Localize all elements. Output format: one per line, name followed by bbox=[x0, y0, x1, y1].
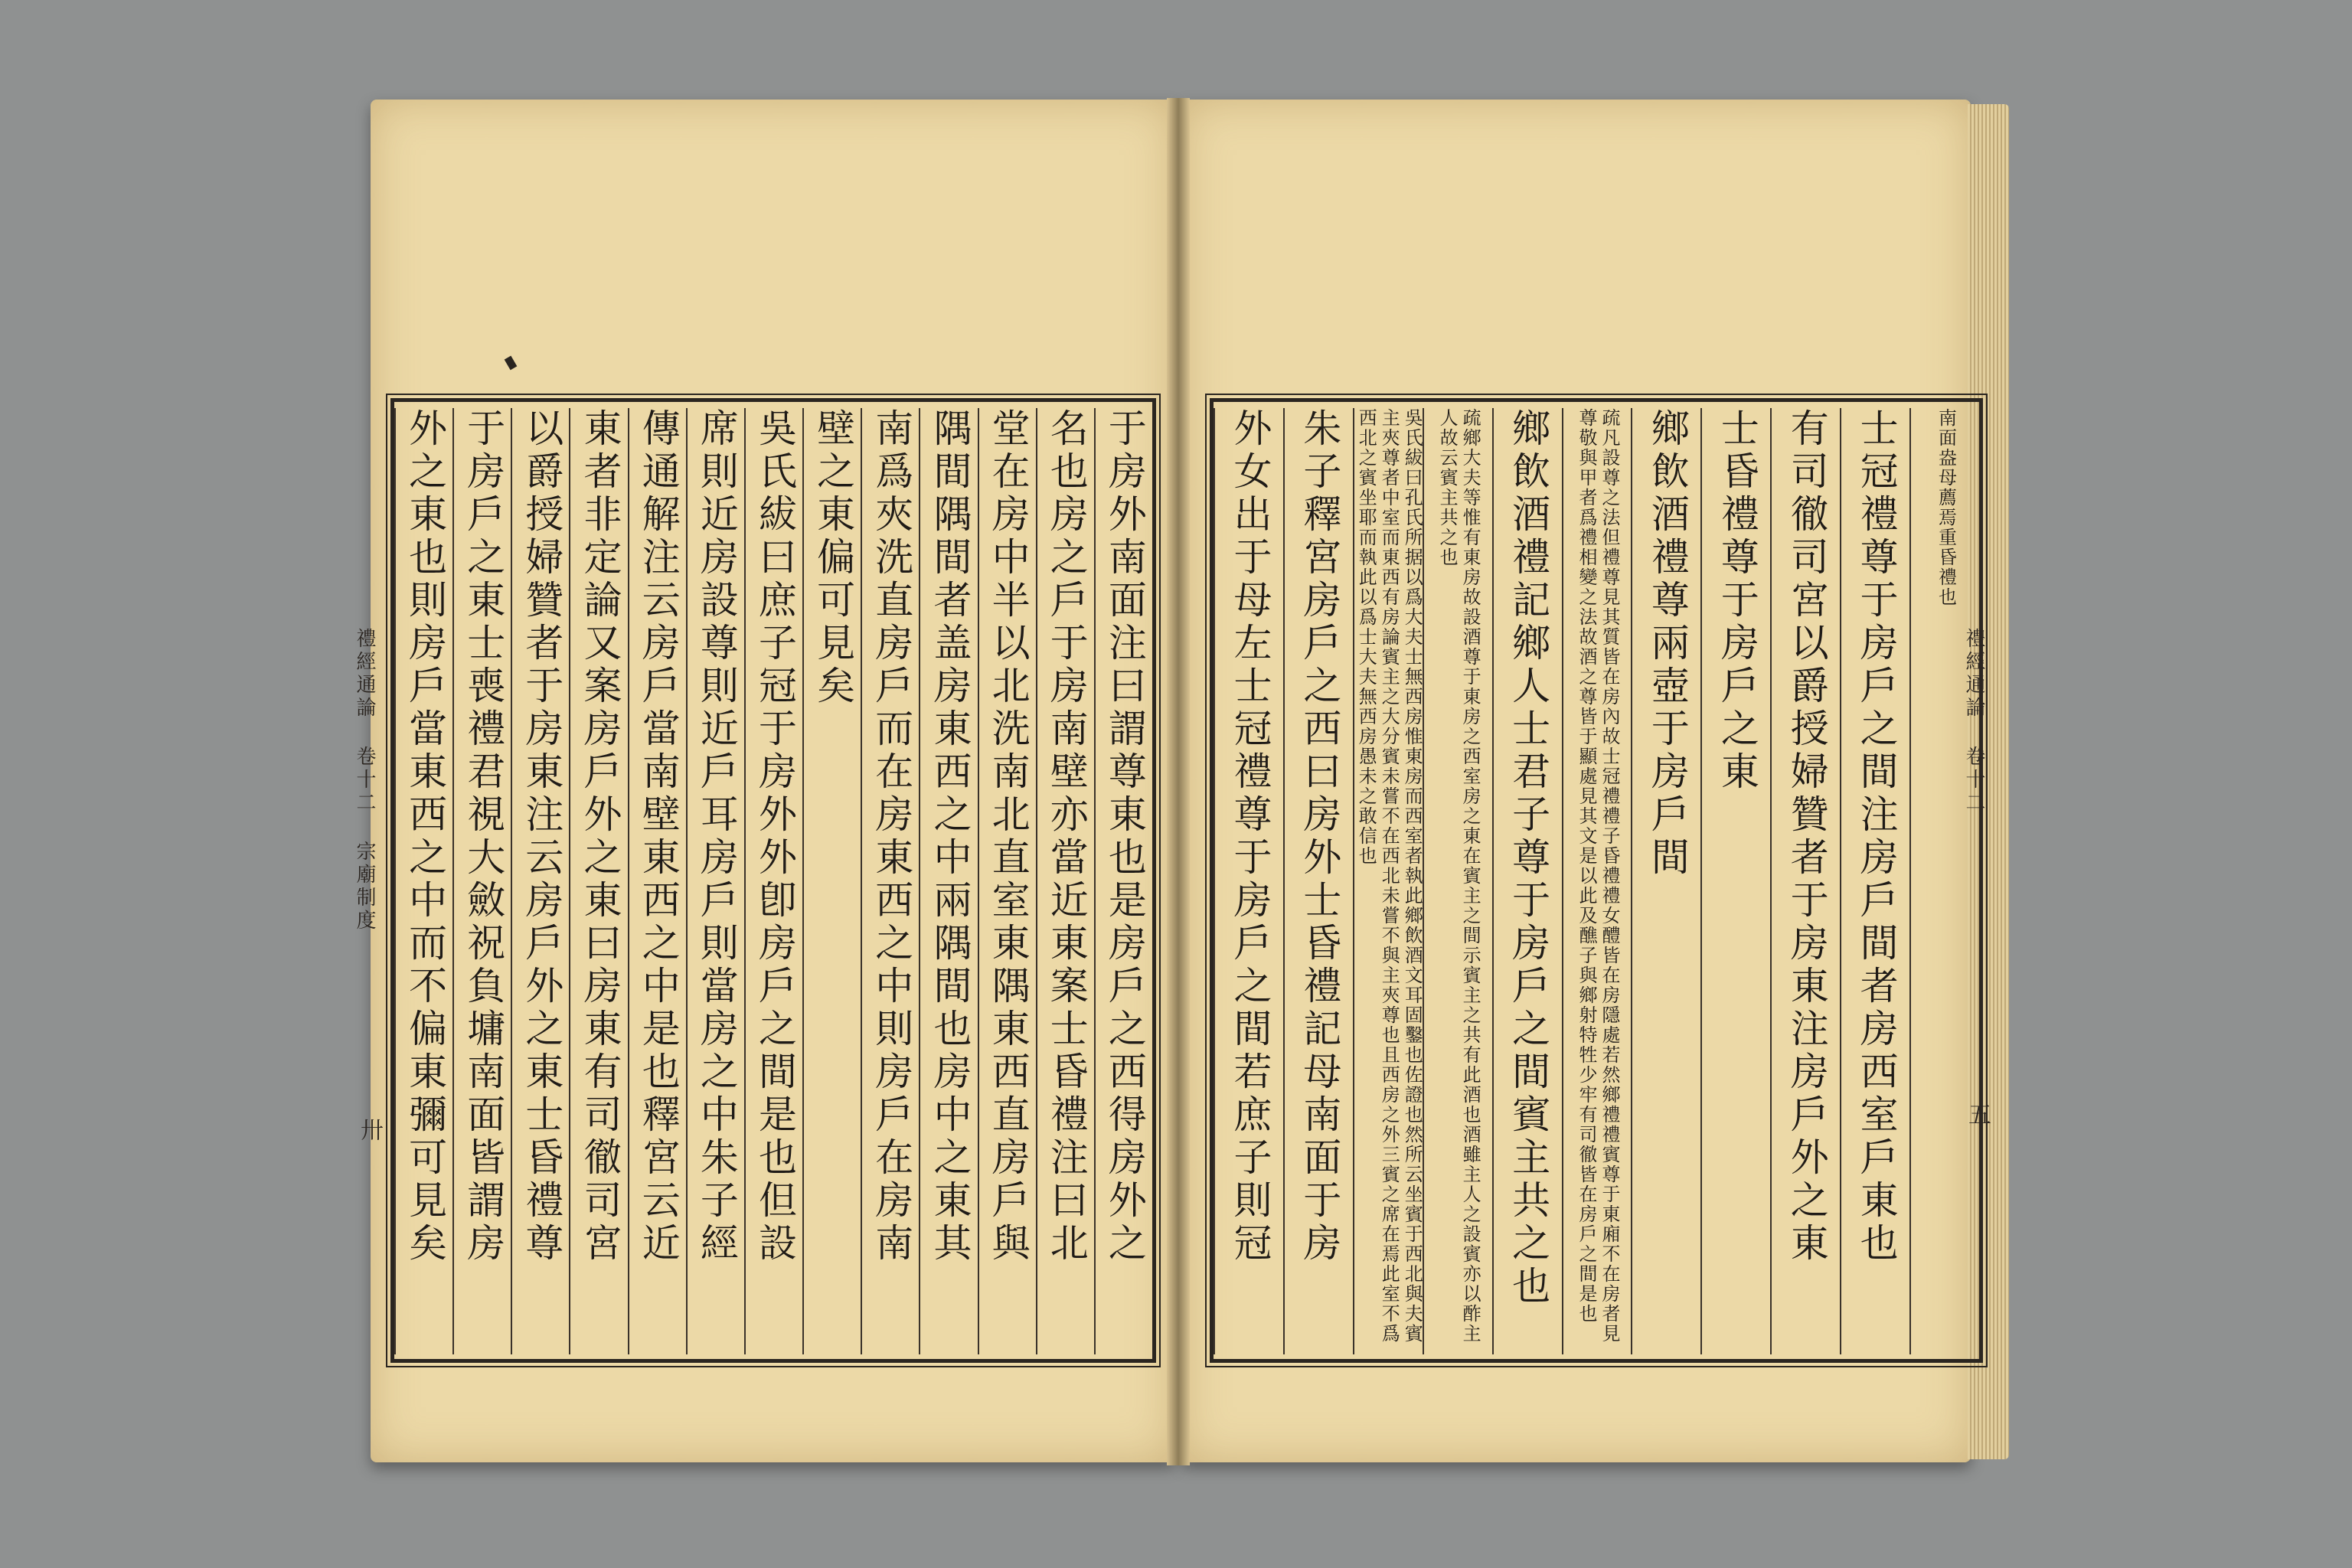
right-text-column: 士冠禮尊于房戶之間注房戶間者房西室戶東也 bbox=[1840, 408, 1911, 1354]
right-margin-title: 禮經通論 卷十二 bbox=[1962, 628, 1985, 815]
right-text-column: 鄉飲酒禮記鄉人士君子尊于房戶之間賓主共之也 bbox=[1492, 408, 1563, 1354]
left-text-column: 以爵授婦贊者于房東注云房戶外之東士昏禮尊 bbox=[511, 408, 570, 1354]
right-text-column: 士昏禮尊于房戶之東 bbox=[1700, 408, 1772, 1354]
left-folio: 卅 bbox=[356, 1118, 383, 1141]
right-text-frame bbox=[1210, 398, 1983, 1363]
left-text-column: 名也房之戶于房南壁亦當近東案士昏禮注曰北 bbox=[1036, 408, 1096, 1354]
left-text-column: 隅間隅間者盖房東西之中兩隅間也房中之東其 bbox=[919, 408, 978, 1354]
right-text-column: 鄉飲酒禮尊兩壺于房戶間 bbox=[1631, 408, 1702, 1354]
left-text-column: 堂在房中半以北洗南北直室東隅東西直房戶與 bbox=[978, 408, 1037, 1354]
right-commentary-column: 吳氏紱曰孔氏所据以爲大夫士無西房惟東房而西室者執此鄉飲酒文耳固鑿也佐證也然所云坐賓于西北與夫賓主夾尊者中室而東西有房論賓主之大分賓未嘗不在西北未嘗不與主夾尊也且西房之外三賓之席在焉此室不爲西北之賓坐耶而執此以爲士大夫無西房愚未之敢信也 bbox=[1353, 408, 1424, 1354]
right-commentary-column: 疏凡設尊之法但禮尊見其質皆在房內故士冠禮禮子昏禮禮女醴皆在房隱處若然鄉禮禮賓尊于東廂不在房者見尊敬與甲者爲禮相變之法故酒之尊皆于顯處見其文是以此及醮子與鄉射特牲少牢有司徹皆在房戶之間是也 bbox=[1562, 408, 1633, 1354]
left-text-column: 東者非定論又案房戶外之東曰房東有司徹司宮 bbox=[569, 408, 629, 1354]
left-text-column: 南爲夾洗直房戶而在房東西之中則房戶在房南 bbox=[861, 408, 920, 1354]
right-text-column: 外女出于母左士冠禮尊于房戶之間若庶子則冠 bbox=[1214, 408, 1285, 1354]
right-commentary-column: 疏鄉大夫等惟有東房故設酒尊于東房之西室房之東在賓主之間示賓主之共有此酒也酒雖主人之設賓亦以酢主人故云賓主共之也 bbox=[1423, 408, 1494, 1354]
right-text-column: 朱子釋宮房戶之西曰房外士昏禮記母南面于房 bbox=[1283, 408, 1354, 1354]
left-margin-title: 禮經通論 卷十二 宗廟制度 bbox=[353, 628, 376, 933]
left-text-column: 傳通解注云房戶當南壁東西之中是也釋宮云近 bbox=[628, 408, 688, 1354]
left-text-frame bbox=[390, 398, 1156, 1363]
right-text-column: 有司徹司宮以爵授婦贊者于房東注房戶外之東 bbox=[1770, 408, 1841, 1354]
right-commentary-column: 南面盎母薦焉重昏禮也 bbox=[1909, 408, 1981, 1354]
left-text-column: 席則近房設尊則近戶耳房戶則當房之中朱子經 bbox=[686, 408, 746, 1354]
left-text-column: 壁之東偏可見矣 bbox=[802, 408, 862, 1354]
left-text-column: 于房外南面注曰謂尊東也是房戶之西得房外之 bbox=[1094, 408, 1154, 1354]
left-text-column: 于房戶之東士喪禮君視大斂祝負墉南面皆謂房 bbox=[452, 408, 512, 1354]
right-folio: 五 bbox=[1964, 1102, 1991, 1125]
left-text-column: 外之東也則房戶當東西之中而不偏東彌可見矣 bbox=[394, 408, 454, 1354]
book-gutter bbox=[1167, 98, 1190, 1465]
left-text-column: 吳氏紱曰庶子冠于房外外卽房戶之間是也但設 bbox=[744, 408, 804, 1354]
